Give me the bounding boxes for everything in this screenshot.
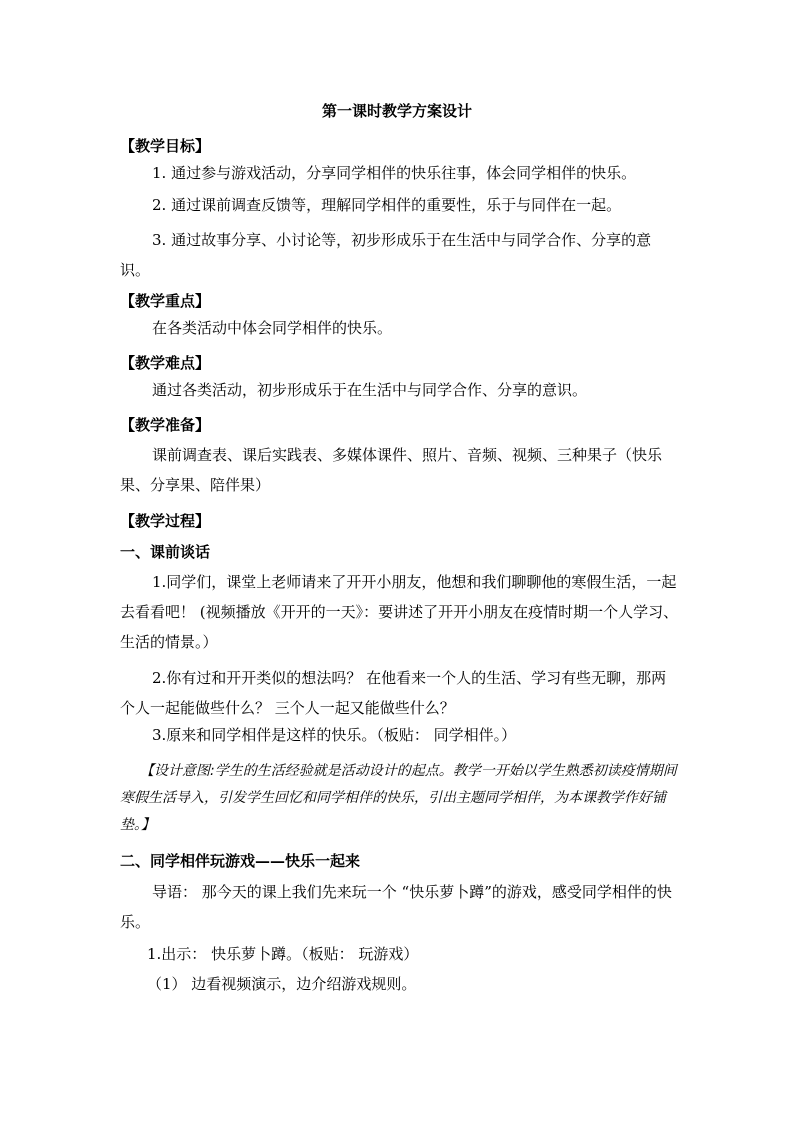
- difficulty-text: 通过各类活动，初步形成乐于在生活中与同学合作、分享的意识。: [152, 381, 588, 399]
- objective-2: 2. 通过课前调查反馈等，理解同学相伴的重要性，乐于与同伴在一起。: [152, 196, 622, 214]
- section1-heading: 一、课前谈话: [120, 543, 211, 561]
- section2-heading: 二、同学相伴玩游戏——快乐一起来: [120, 852, 361, 870]
- show-item: 1.出示： 快乐萝卜蹲。（板贴： 玩游戏）: [147, 945, 419, 963]
- keypoint-heading: 【教学重点】: [120, 292, 211, 310]
- keypoint-text: 在各类活动中体会同学相伴的快乐。: [152, 319, 393, 337]
- step-1: （1） 边看视频演示，边介绍游戏规则。: [147, 975, 417, 993]
- talk-paragraph-1: 1.同学们，课堂上老师请来了开开小朋友，他想和我们聊聊他的寒假生活，一起去看看吧！ (视频播放《开开的一天》：要讲述了开开小朋友在疫情时期一个人学习、生活的情景。）: [120, 573, 679, 651]
- design-intent-note: 【设计意图:学生的生活经验就是活动设计的起点。教学一开始以学生熟悉初读疫情期间寒假生活导入，引发学生回忆和同学相伴的快乐，引出主题同学相伴，为本课教学作好铺垫。】: [120, 763, 677, 833]
- objectives-heading: 【教学目标】: [120, 137, 211, 155]
- preparation-text: 课前调查表、课后实践表、多媒体课件、照片、音频、视频、三种果子（快乐果、分享果、陪伴果）: [120, 446, 663, 494]
- guide-paragraph: 导语： 那今天的课上我们先来玩一个 “快乐萝卜蹲”的游戏，感受同学相伴的快乐。: [120, 883, 672, 931]
- preparation-heading: 【教学准备】: [120, 416, 211, 434]
- process-heading: 【教学过程】: [120, 512, 211, 530]
- objective-1: 1. 通过参与游戏活动，分享同学相伴的快乐往事，体会同学相伴的快乐。: [152, 164, 637, 182]
- difficulty-heading: 【教学难点】: [120, 354, 211, 372]
- objective-3: 3. 通过故事分享、小讨论等，初步形成乐于在生活中与同学合作、分享的意识。: [120, 231, 652, 279]
- talk-paragraph-2: 2.你有过和开开类似的想法吗？ 在他看来一个人的生活、学习有些无聊，那两个人一起能做些什么？ 三个人一起又能做些什么？: [120, 669, 667, 717]
- talk-paragraph-3: 3.原来和同学相伴是这样的快乐。（板贴： 同学相伴。）: [152, 726, 517, 744]
- document-title: 第一课时教学方案设计: [321, 102, 472, 120]
